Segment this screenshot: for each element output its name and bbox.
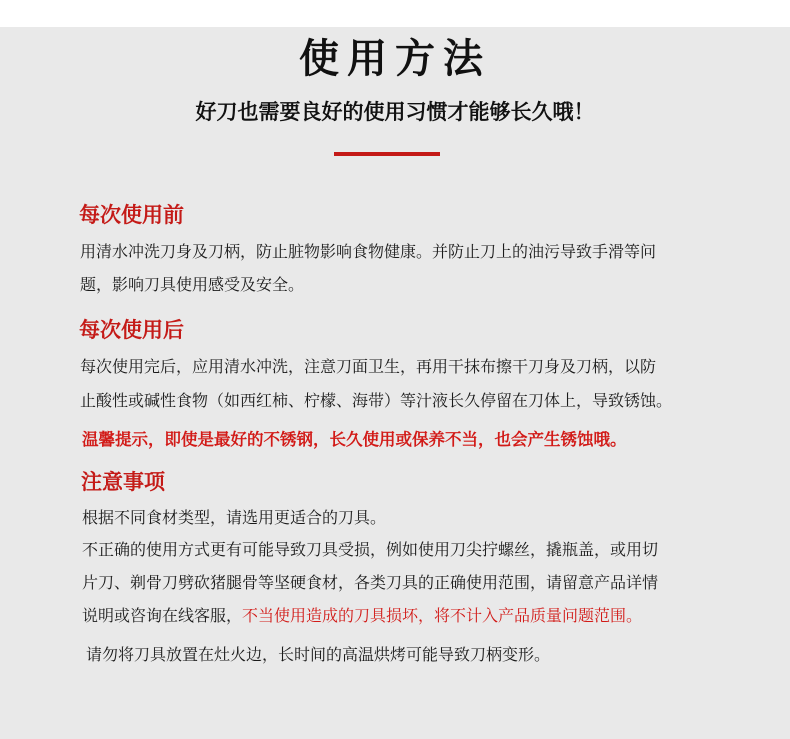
- damage-disclaimer: 不当使用造成的刀具损坏，将不计入产品质量问题范围。: [242, 606, 643, 625]
- notes-line-3: 片刀、剃骨刀劈砍猪腿骨等坚硬食材，各类刀具的正确使用范围，请留意产品详情: [82, 573, 659, 592]
- notes-last-line: 请勿将刀具放置在灶火边，长时间的高温烘烤可能导致刀柄变形。: [86, 645, 551, 664]
- content-panel: [0, 27, 790, 739]
- page-title: 使用方法: [299, 35, 491, 82]
- notes-line-4-prefix: 说明或咨询在线客服，: [82, 606, 243, 625]
- notes-line-4: [82, 601, 732, 631]
- notes-line-1: 根据不同食材类型，请选用更适合的刀具。: [82, 508, 387, 527]
- after-use-line-1: 每次使用完后，应用清水冲洗，注意刀面卫生，再用干抹布擦干刀身及刀柄，以防: [80, 357, 657, 376]
- title-divider: [334, 152, 440, 156]
- rust-warning-tip: 温馨提示，即使是最好的不锈钢，长久使用或保养不当，也会产生锈蚀哦。: [82, 430, 627, 449]
- before-use-line-2: 题，影响刀具使用感受及安全。: [80, 275, 305, 294]
- section-heading-after-use: 每次使用后: [79, 318, 184, 342]
- section-heading-notes: 注意事项: [81, 470, 165, 494]
- section-heading-before-use: 每次使用前: [79, 203, 184, 227]
- after-use-line-2: 止酸性或碱性食物（如西红柿、柠檬、海带）等汁液长久停留在刀体上，导致锈蚀。: [80, 391, 673, 410]
- before-use-line-1: 用清水冲洗刀身及刀柄，防止脏物影响食物健康。并防止刀上的油污导致手滑等问: [80, 242, 657, 261]
- page-subtitle: 好刀也需要良好的使用习惯才能够长久哦！: [195, 100, 595, 124]
- notes-line-2: 不正确的使用方式更有可能导致刀具受损，例如使用刀尖拧螺丝，撬瓶盖，或用切: [82, 540, 659, 559]
